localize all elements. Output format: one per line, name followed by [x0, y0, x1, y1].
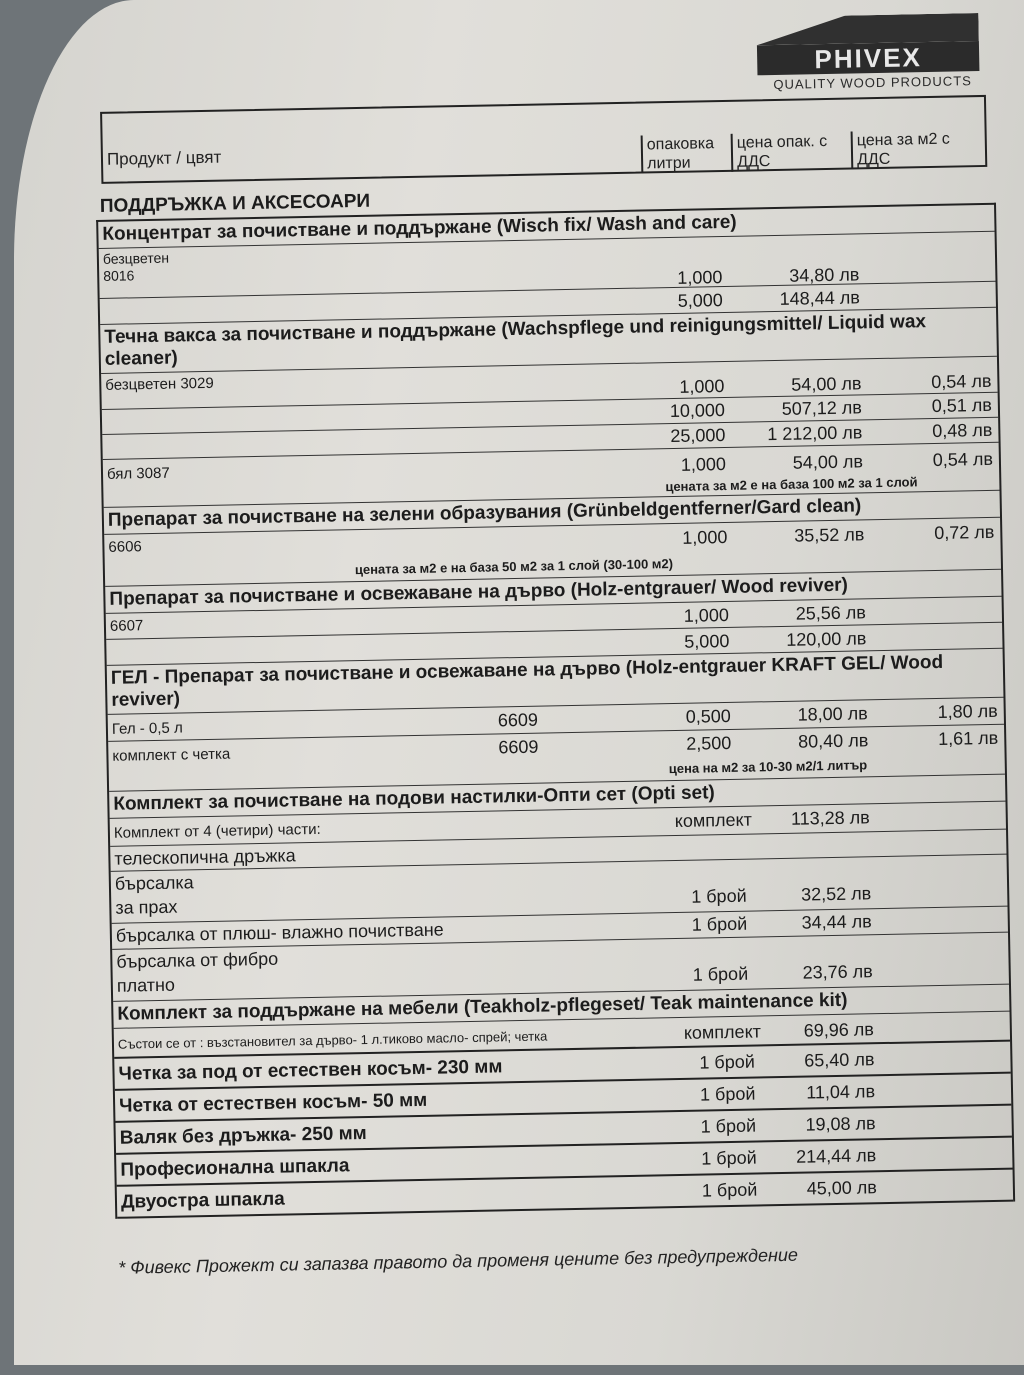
wisch-pack-1: 1,000: [677, 267, 723, 288]
extra-pack-1: 1 брой: [699, 1051, 756, 1073]
green-code: 6606: [108, 538, 142, 556]
gel-m2-1: 1,80 лв: [937, 700, 998, 722]
header-price-m2: цена за м2 с ДДС: [851, 129, 982, 169]
opti-plush-pack: 1 брой: [691, 913, 748, 935]
opti-fibre-price: 23,76 лв: [802, 961, 873, 983]
gel-pack-1: 0,500: [685, 705, 731, 727]
green-note: цената за м2 е на база 50 м2 за 1 слой (30-100 м2): [354, 556, 674, 578]
header-price-pack: цена опак. с ДДС: [731, 132, 850, 172]
revive-title: Препарат за почистване и освежаване на дърво (Holz-entgrauer/ Wood reviver): [105, 570, 1001, 614]
gel-label-1: Гел - 0,5 л: [111, 719, 183, 738]
revive-price-1: 25,56 лв: [795, 602, 867, 624]
opti-dust-2: за прах: [115, 896, 178, 918]
wax-pack-4: 1,000: [680, 453, 727, 475]
opti-dust-price: 32,52 лв: [800, 883, 872, 905]
wax-color-1: безцветен 3029: [105, 374, 214, 394]
opti-title: Комплект за почистване на подови настилки-Опти сет (Opti set): [109, 775, 1005, 819]
price-table: [96, 177, 1016, 1219]
green-m2-1: 0,72 лв: [934, 521, 995, 543]
wax-pack-2: 10,000: [669, 399, 726, 422]
wax-m2-4: 0,54 лв: [932, 448, 994, 471]
extra-pack-5: 1 брой: [701, 1179, 758, 1201]
revive-price-2: 120,00 лв: [786, 628, 867, 650]
extra-price-5: 45,00 лв: [806, 1177, 878, 1199]
extra-label-3: Валяк без дръжка- 250 мм: [119, 1122, 367, 1149]
opti-plush-price: 34,44 лв: [801, 911, 872, 933]
extra-pack-4: 1 брой: [701, 1147, 757, 1169]
extra-pack-2: 1 брой: [699, 1083, 756, 1105]
extra-pack-3: 1 брой: [700, 1115, 757, 1137]
wax-pack-3: 25,000: [670, 424, 726, 447]
wisch-title: Концентрат за почистване и поддържане (Wisch fix/ Wash and care): [98, 205, 994, 249]
opti-plush: бърсалка от плюш- влажно почистване: [115, 919, 444, 946]
wisch-pack-2: 5,000: [677, 290, 723, 311]
wisch-price-2: 148,44 лв: [779, 287, 860, 309]
wax-m2-1: 0,54 лв: [931, 370, 992, 393]
extra-price-2: 11,04 лв: [806, 1081, 876, 1103]
extra-label-4: Професионална шпакла: [120, 1155, 350, 1181]
extra-price-3: 19,08 лв: [805, 1113, 876, 1135]
teak-desc: Състои се от : възстановител за дърво- 1 л.тиково масло- спрей; четка: [117, 1028, 548, 1052]
gel-price-1: 18,00 лв: [797, 703, 868, 725]
wax-price-2: 507,12 лв: [781, 397, 863, 419]
gel-title: ГЕЛ - Препарат за почистване и освежаване на дърво (Holz-entgrauer KRAFT GEL/ Wood reviver): [107, 649, 1004, 715]
gel-pack-2: 2,500: [686, 732, 732, 754]
wax-price-1: 54,00 лв: [791, 373, 862, 395]
extra-label-5: Двуостра шпакла: [120, 1188, 285, 1213]
opti-fibre-1: бърсалка от фибро: [116, 948, 279, 972]
gel-label-2: комплект с четка: [112, 745, 231, 765]
wax-price-4: 54,00 лв: [792, 451, 864, 473]
gel-code-2: 6609: [498, 736, 539, 758]
gel-m2-2: 1,61 лв: [937, 727, 999, 749]
table-header: [100, 95, 987, 184]
wisch-code: 8016: [103, 267, 135, 284]
extra-price-1: 65,40 лв: [804, 1049, 875, 1071]
opti-fibre-pack: 1 брой: [692, 963, 749, 985]
green-price-1: 35,52 лв: [794, 524, 865, 546]
green-title: Препарат за почистване на зелени образувания (Grünbeldgentferner/Gard clean): [104, 491, 1000, 535]
revive-pack-1: 1,000: [683, 604, 730, 626]
wisch-price-1: 34,80 лв: [789, 264, 860, 286]
header-pack: опаковка литри: [641, 134, 734, 174]
header-product: Продукт / цвят: [106, 147, 222, 169]
opti-intro-price: 113,28 лв: [790, 807, 870, 829]
revive-pack-2: 5,000: [684, 630, 730, 652]
gel-code-1: 6609: [497, 709, 539, 731]
logo-roof-shape: [756, 13, 978, 45]
disclaimer-footer: * Фивекс Прожект си запазва правото да променя цените без предупреждение: [118, 1244, 799, 1278]
wax-m2-3: 0,48 лв: [932, 419, 993, 442]
group-wisch: [96, 203, 1015, 1219]
gel-price-2: 80,40 лв: [797, 730, 869, 752]
gel-note: цена на м2 за 10-30 м2/1 литър: [668, 757, 868, 777]
extra-label-1: Четка за под от естествен косъм- 230 мм: [118, 1056, 503, 1085]
wax-m2-2: 0,51 лв: [931, 394, 993, 417]
extra-price-4: 214,44 лв: [795, 1145, 877, 1167]
opti-dust-pack: 1 брой: [691, 885, 747, 907]
opti-intro-pack: комплект: [674, 809, 753, 832]
opti-intro: Комплект от 4 (четири) части:: [113, 820, 321, 842]
teak-title: Комплект за поддържане на мебели (Teakholz-pflegeset/ Teak maintenance kit): [113, 985, 1009, 1029]
phivex-logo: [752, 13, 983, 97]
logo-tagline: QUALITY WOOD PRODUCTS: [773, 73, 972, 92]
extra-label-2: Четка от естествен косъм- 50 мм: [118, 1089, 428, 1117]
opti-fibre-2: платно: [116, 974, 176, 996]
green-pack-1: 1,000: [682, 526, 728, 548]
logo-name: PHIVEX: [757, 41, 980, 75]
teak-pack: комплект: [683, 1021, 762, 1043]
opti-dust-1: бърсалка: [114, 872, 194, 894]
teak-price: 69,96 лв: [803, 1019, 875, 1041]
wax-title: Течна вакса за почистване и поддържане (Wachspflege und reinigungsmittel/ Liquid wax cleaner): [100, 308, 997, 374]
wax-pack-1: 1,000: [679, 375, 725, 397]
wax-note: цената за м2 е на база 100 м2 за 1 слой: [665, 474, 918, 495]
section-title: ПОДДРЪЖКА И АКСЕСОАРИ: [99, 190, 371, 217]
opti-handle: телескопична дръжка: [114, 845, 296, 869]
revive-code: 6607: [109, 617, 144, 635]
wax-color-2: бял 3087: [106, 464, 170, 483]
wax-price-3: 1 212,00 лв: [767, 422, 863, 445]
wisch-color: безцветен: [102, 249, 170, 267]
